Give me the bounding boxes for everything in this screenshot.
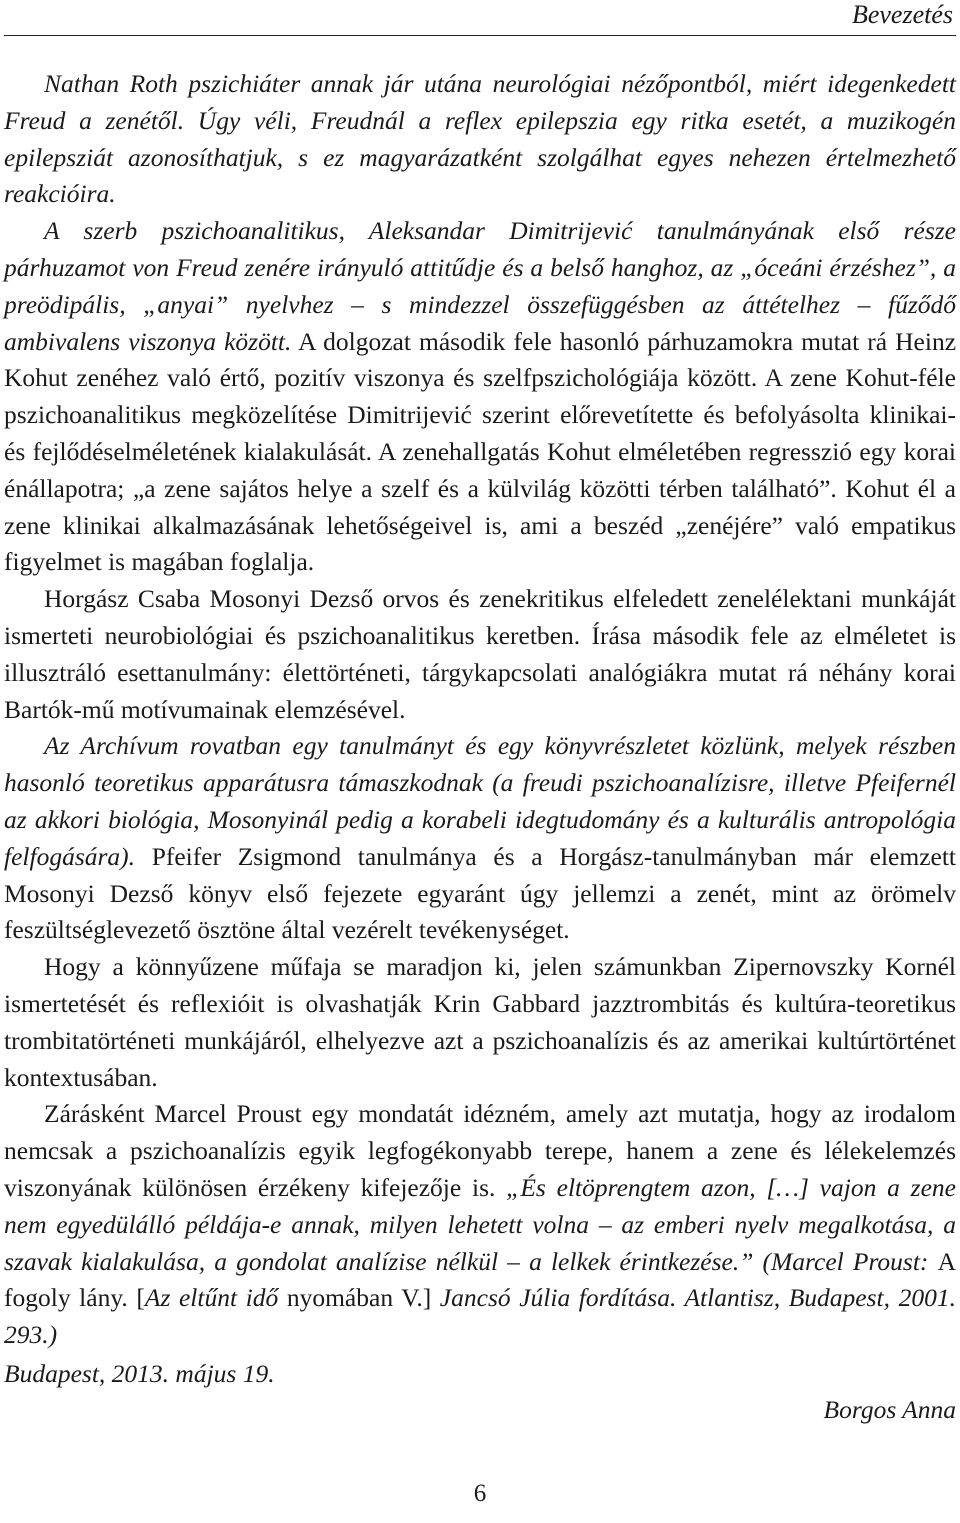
paragraph-archivum-roman-part: Pfeifer Zsigmond tanulmánya és a Horgász-tanulmányban már elemzett Mosonyi Dezső könyv első fejezete egyaránt úgy jellemzi a zenét, mint az örömelv feszültséglevezető ösztöne által vezérelt tevékenységet. <box>4 841 956 945</box>
paragraph-proust-citation: Jancsó Júlia fordítása. Atlantisz, Budapest, 2001. 293.) <box>4 1283 956 1350</box>
paragraph-zipernovszky: Hogy a könnyűzene műfaja se maradjon ki, jelen számunkban Zipernovszky Kornél ismertetését és reflexióit is olvashatják Krin Gabbard jazztrombitás és kultúra-teoretikus trombitatörténeti munkájáról, elhelyezve azt a pszichoanalízis és az amerikai kultúrtörténet kontextusában. <box>4 952 956 1092</box>
paragraph-archivum <box>4 728 956 949</box>
page-number: 6 <box>473 1480 487 1507</box>
paragraph-archivum-italic-part: Az Archívum rovatban egy tanulmányt és egy könyvrészletet közlünk, melyek részben hasonló teoretikus apparátusra támaszkodnak (a freudi pszichoanalízisre, illetve Pfeifernél az akkori biológia, Mosonyinál pedig a korabeli idegtudomány és a kulturális antropológia felfogására). <box>4 731 956 871</box>
paragraph-proust-intro: Zárásként Marcel Proust egy mondatát idézném, amely azt mutatja, hogy az irodalom nemcsak a pszichoanalízis egyik legfogékonyabb terepe, hanem a zene és lélekelemzés viszonyának különösen érzékeny kifejezője is. <box>4 1099 956 1202</box>
paragraph-proust-quote: „És eltöprengtem azon, […] vajon a zene nem egyedülálló példája-e annak, milyen lehetett volna – az emberi nyelv megalkotása, a szavak kialakulása, a gondolat analízise nélkül – a lelkek érintkezése.” (Marcel Proust: <box>4 1172 956 1276</box>
running-head-title: Bevezetés <box>851 0 953 29</box>
paragraph-dimitrijevic-roman-part: A dolgozat második fele hasonló párhuzamokra mutat rá Heinz Kohut zenéhez való értő, pozitív viszonya és szelfpszichológiája között. A zene Kohut-féle pszichoanalitikus megközelítése Dimitrijević szerint előrevetítette és befolyásolta klinikai- és fejlődéselméletének kialakulását. A zenehallgatás Kohut elméletében regresszió egy korai énállapotra; „a zene sajátos helye a szelf és a külvilág közötti térben található”. Kohut él a zene klinikai alkalmazásának lehetőségeivel is, ami a beszéd „zenéjére” való empatikus figyelmet is magában foglalja. <box>4 326 957 577</box>
paragraph-proust-book-title: A fogoly lány. [ <box>4 1246 956 1313</box>
paragraph-dimitrijevic <box>4 213 956 581</box>
paragraph-dimitrijevic-italic-part: A szerb pszichoanalitikus, Aleksandar Dimitrijević tanulmányának első része párhuzamot von Freud zenére irányuló attitűdje és a belső hanghoz, az „óceáni érzéshez”, a preödipális, „anyai” nyelvhez – s mindezzel összefüggésben az áttételhez – fűződő ambivalens viszonya között. <box>4 216 956 356</box>
closing-date: Budapest, 2013. május 19. <box>4 1359 275 1388</box>
paragraph-roth: Nathan Roth pszichiáter annak jár utána neurológiai nézőpontból, miért idegenkedett Freud a zenétől. Úgy véli, Freudnál a reflex epilepszia egy ritka esetét, a muzikogén epilepsziát azonosíthatjuk, s ez magyarázatként szolgálhat egyes nehezen értelmezhető reakcióira. <box>4 69 956 209</box>
article-body <box>4 66 956 1354</box>
header-divider <box>4 35 956 36</box>
paragraph-proust-volume: nyomában V.] <box>278 1283 432 1313</box>
paragraph-proust-series-title: Az eltűnt idő <box>144 1283 279 1313</box>
paragraph-proust <box>4 1096 956 1354</box>
paragraph-horgasz: Horgász Csaba Mosonyi Dezső orvos és zenekritikus elfeledett zenelélektani munkáját ismerteti neurobiológiai és pszichoanalitikus keretben. Írása második fele az elméletet is illusztráló esettanulmány: élettörténeti, tárgykapcsolati analógiákra mutat rá néhány korai Bartók-mű motívumainak elemzésével. <box>4 584 956 724</box>
author-signature: Borgos Anna <box>823 1395 956 1424</box>
